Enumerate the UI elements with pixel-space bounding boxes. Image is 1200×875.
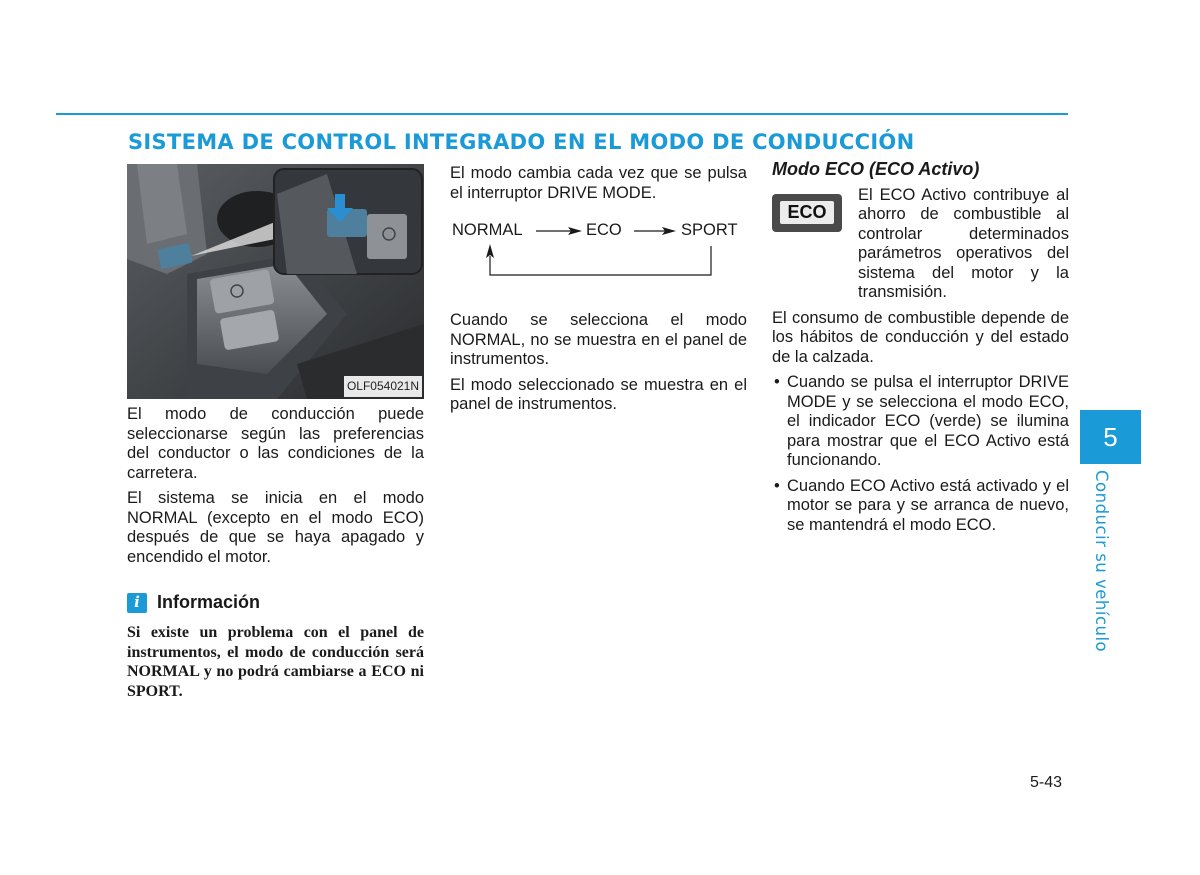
mode-eco-label: ECO: [586, 221, 622, 239]
column-left: [127, 164, 424, 701]
paragraph-mode-change: El modo cambia cada vez que se pulsa el interruptor DRIVE MODE.: [450, 164, 747, 202]
mode-sport-label: SPORT: [681, 221, 738, 239]
header-rule: [56, 113, 1068, 115]
chapter-tab: 5: [1080, 410, 1141, 464]
eco-description: El ECO Activo contribuye al ahorro de combustible al controlar determinados parámetros operativos del sistema del motor y la transmisión.: [858, 185, 1069, 301]
eco-indicator-icon: [772, 194, 842, 232]
column-middle: [450, 164, 747, 421]
mode-cycle-arrows: [450, 221, 747, 301]
paragraph-selected-mode: El modo seleccionado se muestra en el panel de instrumentos.: [450, 375, 747, 413]
list-item: • Cuando se pulsa el interruptor DRIVE MODE y se selecciona el modo ECO, el indicador ECO (verde) se ilumina para mostrar que el ECO Activo está funcionando.: [772, 373, 1069, 471]
eco-badge-label: ECO: [780, 201, 833, 225]
page-title: SISTEMA DE CONTROL INTEGRADO EN EL MODO DE CONDUCCIÓN: [128, 130, 915, 154]
image-caption: OLF054021N: [344, 376, 422, 398]
mode-cycle-diagram: [450, 221, 747, 301]
page-number: 5-43: [1030, 774, 1063, 791]
column-right: [772, 160, 1069, 541]
paragraph-mode-select: El modo de conducción puede seleccionarse según las preferencias del conductor o las condiciones de la carretera.: [127, 405, 424, 482]
info-icon: i: [127, 593, 147, 613]
paragraph-system-start: El sistema se inicia en el modo NORMAL (excepto en el modo ECO) después de que se haya apagado y encendido el motor.: [127, 489, 424, 566]
eco-mode-heading: Modo ECO (ECO Activo): [772, 159, 980, 179]
chapter-title: Conducir su vehículo: [1092, 470, 1111, 653]
paragraph-normal-mode: Cuando se selecciona el modo NORMAL, no se muestra en el panel de instrumentos.: [450, 311, 747, 368]
console-photo: [127, 164, 424, 399]
info-header: [127, 593, 424, 613]
mode-normal-label: NORMAL: [452, 221, 523, 239]
eco-description-row: [772, 186, 1069, 303]
drive-mode-switch-illustration: [127, 164, 424, 399]
info-title: Información: [157, 592, 261, 613]
paragraph-fuel-consumption: El consumo de combustible depende de los hábitos de conducción y del estado de la calzada.: [772, 308, 1069, 366]
list-item: • Cuando ECO Activo está activado y el motor se para y se arranca de nuevo, se mantendrá el modo ECO.: [772, 477, 1069, 536]
eco-bullet-list: [772, 373, 1069, 535]
info-body: Si existe un problema con el panel de instrumentos, el modo de conducción será NORMAL y no podrá cambiarse a ECO ni SPORT.: [127, 624, 424, 700]
